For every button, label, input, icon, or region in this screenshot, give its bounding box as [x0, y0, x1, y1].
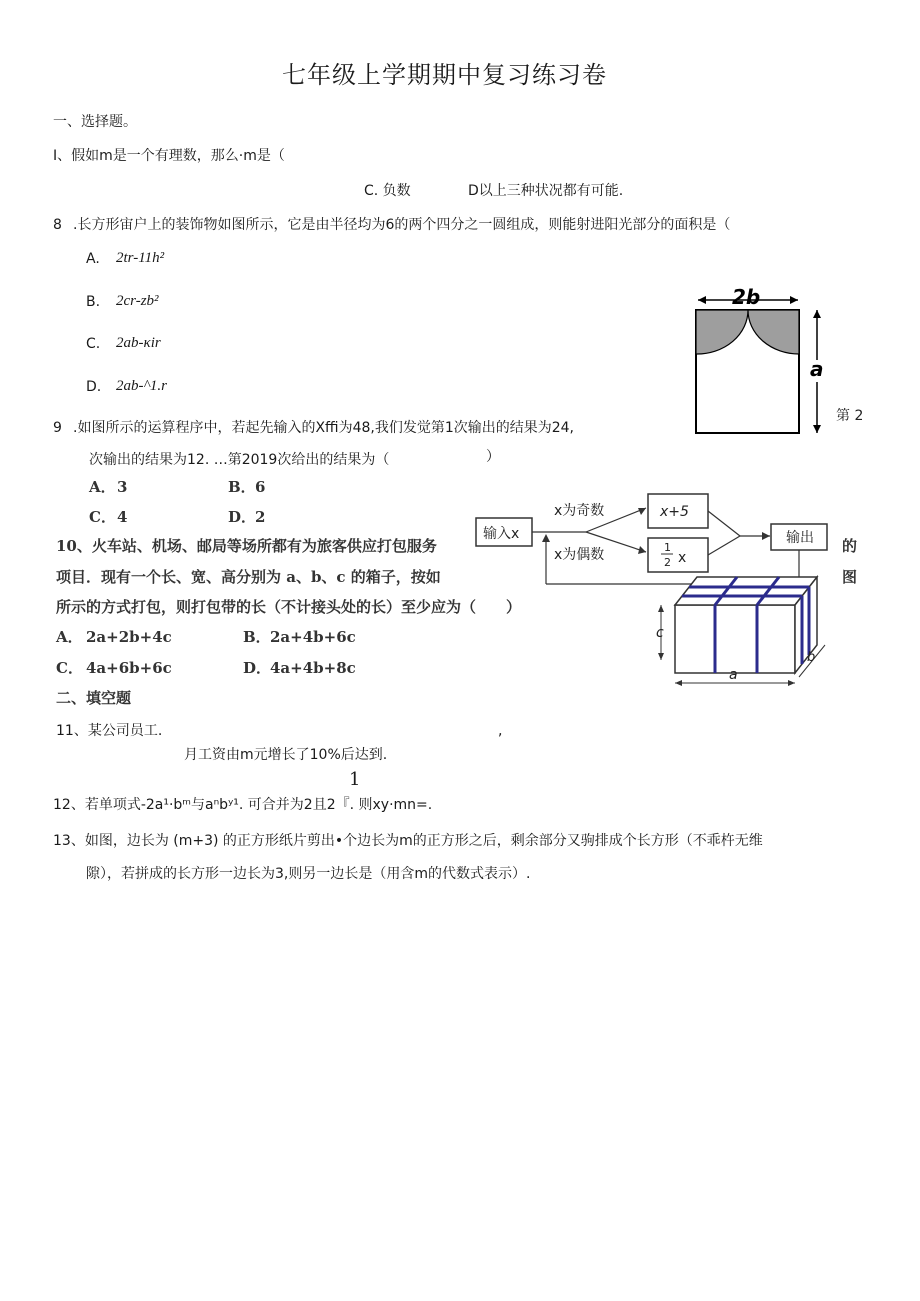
section-heading-choice: 一、选择题。	[53, 114, 137, 130]
flow-even-op-var: x	[678, 550, 687, 566]
flow-even-label: x为偶数	[554, 547, 605, 563]
question-9-option-d: 2	[255, 508, 266, 526]
section-heading-fill: 二、填空题	[56, 689, 132, 707]
question-8-option-c-label: C.	[86, 336, 101, 352]
question-1-option-d: D以上三种状况都有可能.	[468, 183, 624, 199]
question-8-option-b: 2cr-zb²	[116, 293, 159, 309]
question-1-option-c: C. 负数	[364, 183, 411, 199]
question-10-line2: 项目．现有一个长、宽、高分别为 a、b、c 的箱子，按如	[56, 568, 441, 586]
question-10-option-d-label: D．	[243, 659, 272, 677]
question-10-line3: 所示的方式打包，则打包带的长（不计接头处的长）至少应为（ ）	[56, 598, 522, 616]
question-10-option-a: 2a+2b+4c	[86, 628, 172, 646]
question-11-stem: 11、某公司员工.	[56, 723, 163, 739]
flow-odd-label: x为奇数	[554, 503, 605, 519]
question-13-line1: 13、如图，边长为 (m+3) 的正方形纸片剪出•个边长为m的正方形之后，剩余部分又驹排成个长方形（不乖杵无维	[53, 833, 763, 849]
question-10-line1: 10、火车站、机场、邮局等场所都有为旅客供应打包服务	[56, 537, 437, 555]
flow-output-label: 输出	[786, 530, 814, 546]
flow-input-label: 输入x	[483, 526, 520, 542]
question-8-option-b-label: B.	[86, 294, 101, 310]
question-12-stem: 12、若单项式-2a¹·bᵐ与aⁿbʸ¹. 可合并为2且2『. 则xy·mn=.	[53, 797, 433, 813]
question-9-option-c-label: C．	[89, 508, 116, 526]
question-10-line2-end: 图	[842, 568, 858, 586]
box-length-label: a	[729, 667, 738, 683]
question-10-option-d: 4a+4b+8c	[270, 659, 356, 677]
question-11-line2: 月工资由m元增长了10%后达到.	[184, 747, 388, 763]
question-9-option-b: 6	[255, 478, 266, 496]
question-8-number: 8	[53, 217, 62, 233]
page-title: 七年级上学期期中复习练习卷	[282, 61, 607, 89]
question-9-option-a-label: A．	[89, 478, 116, 496]
question-8-option-d-label: D.	[86, 379, 102, 395]
question-10-option-b-label: B．	[243, 628, 271, 646]
question-10-option-b: 2a+4b+6c	[270, 628, 356, 646]
question-8-option-d: 2ab-^1.r	[116, 378, 167, 394]
question-8-option-a: 2tr-11h²	[116, 250, 165, 266]
flow-odd-op: x+5	[660, 504, 689, 520]
question-9-stem-line2: 次输出的结果为12. …第2019次给出的结果为（	[89, 452, 390, 468]
question-11-mark: 1	[349, 769, 361, 790]
question-9-option-b-label: B．	[228, 478, 256, 496]
question-1-stem: I、假如m是一个有理数，那么·m是（	[53, 148, 285, 164]
question-10-option-c-label: C．	[56, 659, 83, 677]
question-11-comma: ,	[498, 723, 503, 739]
question-9-option-d-label: D．	[228, 508, 257, 526]
question-8-option-a-label: A.	[86, 251, 100, 267]
question-9-option-c: 4	[117, 508, 128, 526]
window-figure-caption: 第 2	[836, 408, 864, 424]
question-9-stem: .如图所示的运算程序中，若起先输入的Xffi为48,我们发觉第1次输出的结果为24,	[73, 420, 575, 436]
question-9-number: 9	[53, 420, 62, 436]
question-8-stem: .长方形宙户上的装饰物如图所示，它是由半径均为6的两个四分之一圆组成，则能射进阳光部分的面积是（	[73, 217, 731, 233]
question-9-option-a: 3	[117, 478, 128, 496]
question-10-option-c: 4a+6b+6c	[86, 659, 172, 677]
flow-even-op-den: 2	[664, 556, 671, 569]
question-10-line1-end: 的	[842, 537, 858, 555]
window-figure	[690, 284, 870, 444]
box-width-label: b	[807, 650, 816, 665]
box-height-label: c	[656, 625, 664, 641]
window-width-label: 2b	[732, 285, 761, 309]
flow-even-op-num: 1	[664, 541, 671, 554]
question-10-option-a-label: A．	[56, 628, 83, 646]
question-13-line2: 隙），若拼成的长方形一边长为3,则另一边长是（用含m的代数式表示）.	[86, 866, 531, 882]
window-height-label: a	[810, 357, 824, 381]
question-8-option-c: 2ab-κir	[116, 335, 161, 351]
box-figure	[655, 565, 835, 690]
question-9-close-paren: ）	[486, 449, 500, 465]
